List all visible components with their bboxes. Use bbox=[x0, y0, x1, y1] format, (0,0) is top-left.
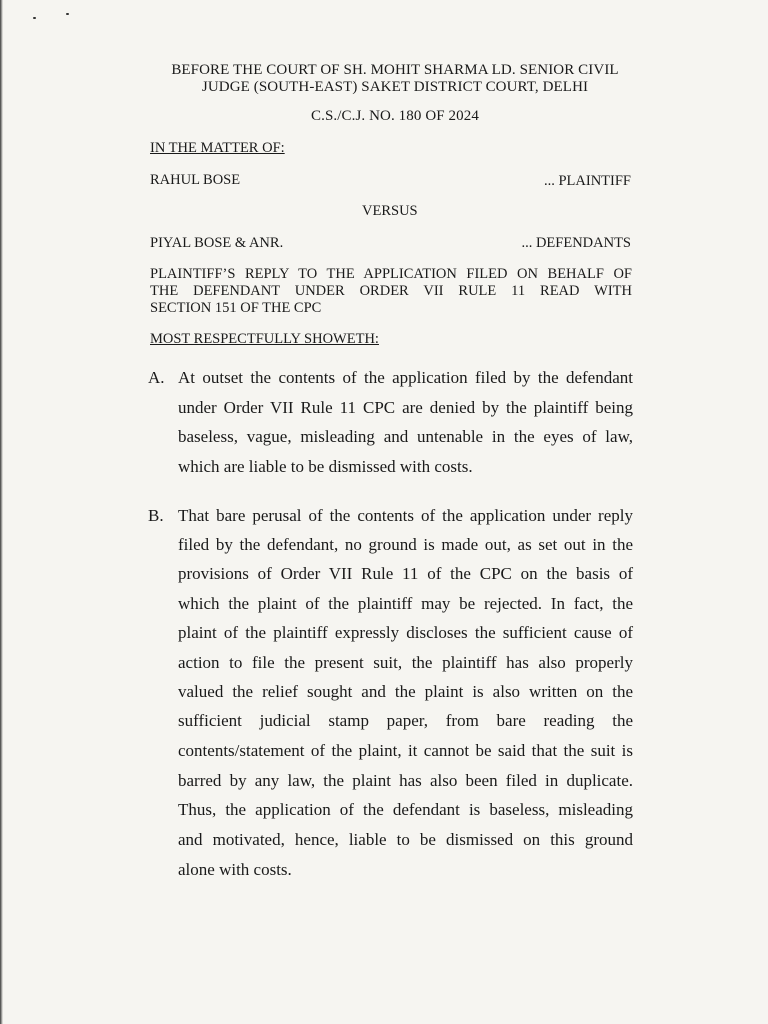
paragraph-line: valued the relief sought and the plaint is also written on the bbox=[178, 682, 633, 701]
plaintiff-name: RAHUL BOSE bbox=[150, 172, 241, 188]
paragraph-line: At outset the contents of the application filed by the defendant bbox=[178, 368, 633, 387]
paragraph-line: contents/statement of the plaint, it cannot be said that the suit is bbox=[178, 741, 633, 760]
versus-label: VERSUS bbox=[362, 203, 418, 219]
paragraph-line: alone with costs. bbox=[178, 860, 292, 879]
court-heading-line-1: BEFORE THE COURT OF SH. MOHIT SHARMA LD. SENIOR CIVIL bbox=[171, 62, 619, 78]
court-heading-line-2: JUDGE (SOUTH-EAST) SAKET DISTRICT COURT, DELHI bbox=[201, 79, 589, 95]
paragraph-marker: A. bbox=[148, 368, 165, 387]
paragraph-line: sufficient judicial stamp paper, from bare reading the bbox=[178, 711, 633, 730]
paragraph-line: filed by the defendant, no ground is made out, as set out in the bbox=[178, 535, 633, 554]
paragraph-line: baseless, vague, misleading and untenable in the eyes of law, bbox=[178, 427, 633, 446]
paragraph-marker: B. bbox=[148, 506, 164, 525]
paragraph-line: provisions of Order VII Rule 11 of the CPC on the basis of bbox=[178, 564, 633, 583]
scan-speck bbox=[33, 17, 36, 19]
defendant-role: ... DEFENDANTS bbox=[521, 235, 631, 251]
salutation: MOST RESPECTFULLY SHOWETH: bbox=[150, 331, 379, 347]
paragraph-line: which the plaint of the plaintiff may be rejected. In fact, the bbox=[178, 594, 633, 613]
scan-page-edge bbox=[0, 0, 3, 1024]
paragraph-line: and motivated, hence, liable to be dismissed on this ground bbox=[178, 830, 633, 849]
paragraph-line: Thus, the application of the defendant is baseless, misleading bbox=[178, 800, 633, 819]
application-title bbox=[150, 266, 632, 317]
paragraph-line: under Order VII Rule 11 CPC are denied by the plaintiff being bbox=[178, 398, 633, 417]
application-title-line: PLAINTIFF’S REPLY TO THE APPLICATION FILED ON BEHALF OF bbox=[150, 266, 632, 282]
paragraph-line: which are liable to be dismissed with costs. bbox=[178, 457, 473, 476]
paragraph-line: action to file the present suit, the plaintiff has also properly bbox=[178, 653, 633, 672]
defendant-name: PIYAL BOSE & ANR. bbox=[150, 235, 284, 251]
application-title-line: SECTION 151 OF THE CPC bbox=[150, 300, 322, 316]
plaintiff-role: ... PLAINTIFF bbox=[543, 173, 631, 189]
paragraph-line: plaint of the plaintiff expressly discloses the sufficient cause of bbox=[178, 623, 633, 642]
case-number: C.S./C.J. NO. 180 OF 2024 bbox=[311, 108, 479, 124]
paragraph-line: barred by any law, the plaint has also been filed in duplicate. bbox=[178, 771, 633, 790]
application-title-line: THE DEFENDANT UNDER ORDER VII RULE 11 READ WITH bbox=[150, 283, 632, 299]
paragraph-line: That bare perusal of the contents of the application under reply bbox=[178, 506, 633, 525]
matter-label: IN THE MATTER OF: bbox=[150, 140, 285, 156]
scan-speck bbox=[66, 13, 69, 15]
